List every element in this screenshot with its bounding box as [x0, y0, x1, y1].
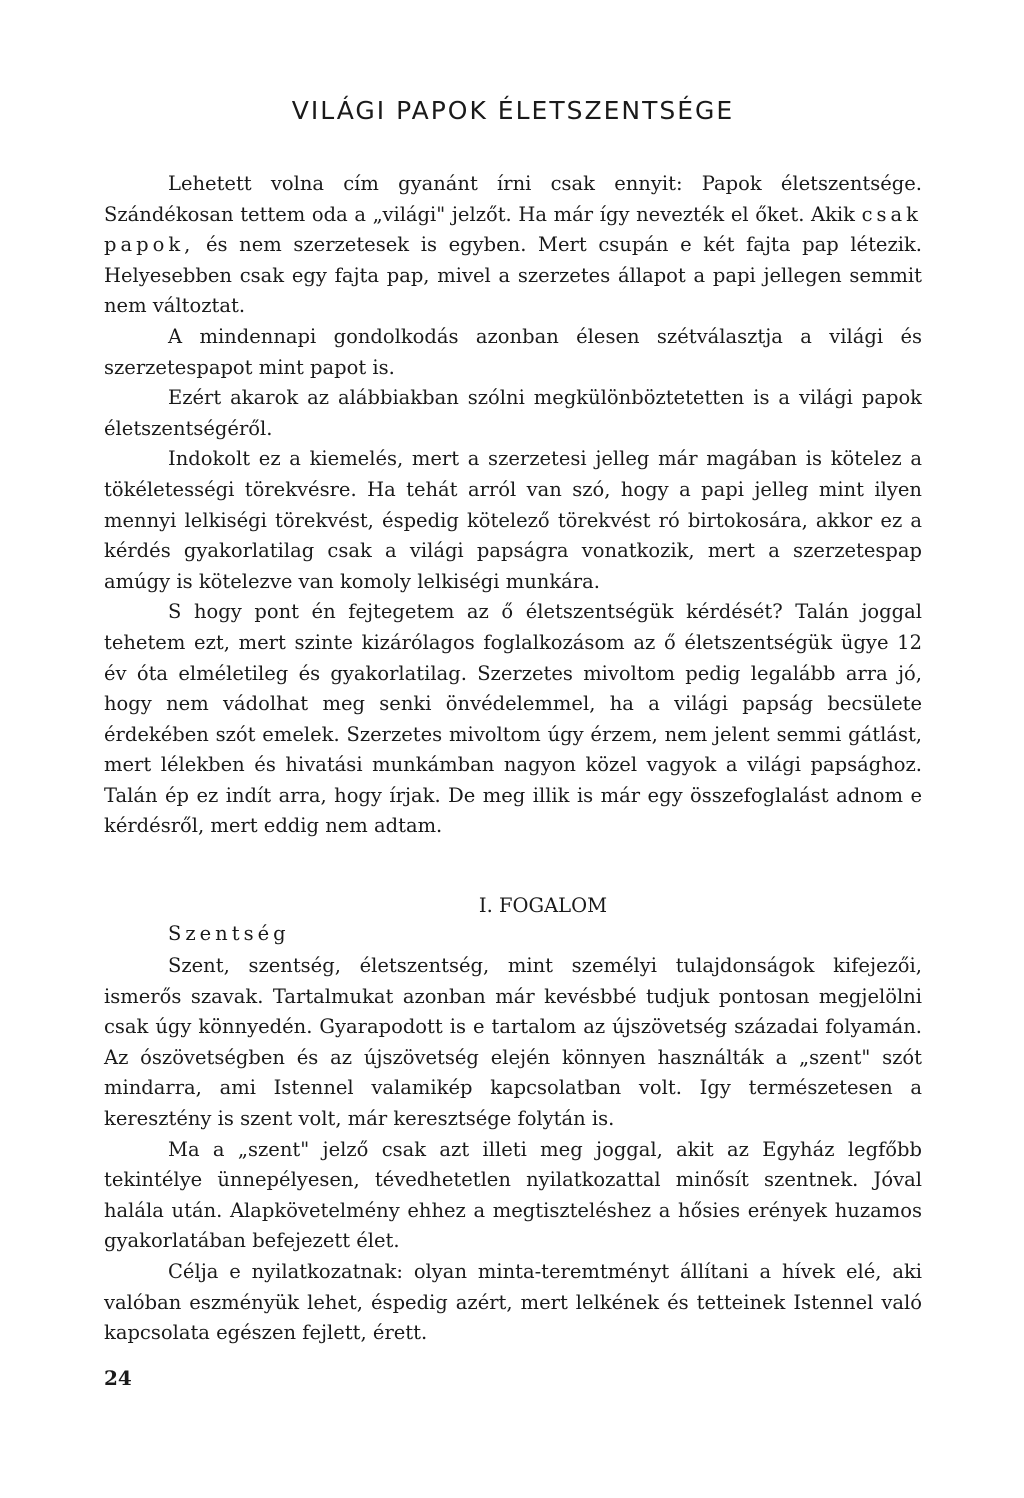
paragraph-intro-5: S hogy pont én fejtegetem az ő életszentségük kérdését? Talán joggal tehetem ezt, mert szinte kizárólagos foglalkozásom az ő életszentségük ügye 12 év óta elméletileg és gyakorlatilag. Szerzetes mivoltom pedig legalább arra jó, hogy nem vádolhat meg senki önvédelemmel, ha a világi papság becsülete érdekében szót emelek. Szerzetes mivoltom úgy érzem, nem jelent semmi gátlást, mert lélekben és hivatási munkámban nagyon közel vagyok a világi papsághoz. Talán ép ez indít arra, hogy írjak. De meg illik is már egy összefoglalást adnom e kérdésről, mert eddig nem adtam.	[104, 600, 922, 838]
paragraph-intro-1	[104, 169, 922, 322]
paragraph-text: és nem szerzetesek is egyben. Mert csupán e két fajta pap létezik. Helyesebben csak egy fajta pap, mivel a szerzetes állapot a papi jellegen semmit nem változtat.	[104, 233, 922, 318]
spaced-emphasis: csak papok,	[104, 202, 922, 257]
page-number: 24	[104, 1366, 132, 1390]
section-title: I. FOGALOM	[478, 894, 608, 918]
page-title: VILÁGI PAPOK ÉLETSZENTSÉGE	[291, 96, 735, 125]
paragraph-section-3: Célja e nyilatkozatnak: olyan minta-teremtményt állítani a hívek elé, aki valóban eszményük lehet, éspedig azért, mert lelkének és tetteinek Istennel való kapcsolata egészen fejlett, érett.	[104, 1260, 922, 1345]
paragraph-intro-4: Indokolt ez a kiemelés, mert a szerzetesi jelleg már magában is kötelez a tökéletességi törekvésre. Ha tehát arról van szó, hogy a papi jelleg mint ilyen mennyi lelkiségi törekvést, éspedig kötelező törekvést ró birtokosára, akkor ez a kérdés gyakorlatilag csak a világi papságra vonatkozik, mert a szerzetespap amúgy is kötelezve van komoly lelkiségi munkára.	[104, 447, 922, 593]
paragraph-intro-2: A mindennapi gondolkodás azonban élesen szétválasztja a világi és szerzetespapot mint papot is.	[104, 324, 922, 379]
paragraph-intro-3: Ezért akarok az alábbiakban szólni megkülönböztetetten is a világi papok életszentségéről.	[104, 386, 922, 440]
paragraph-text: Lehetett volna cím gyanánt írni csak ennyit: Papok életszentsége. Szándékosan tettem oda a „világi" jelzőt. Ha már így nevezték el őket. Akik	[104, 172, 922, 226]
section-subheading: Szentség	[168, 922, 290, 946]
paragraph-section-1: Szent, szentség, életszentség, mint személyi tulajdonságok kifejezői, ismerős szavak. Tartalmukat azonban már kevésbbé tudjuk pontosan megjelölni csak úgy könnyedén. Gyarapodott is e tartalom az újszövetség századai folyamán. Az ószövetségben és az újszövetség elején könnyen használták a „szent" szót mindarra, ami Istennel valamikép kapcsolatban volt. Igy természetesen a keresztény is szent volt, már keresztsége folytán is.	[104, 954, 922, 1131]
document-page	[104, 96, 922, 1349]
paragraph-section-2: Ma a „szent" jelző csak azt illeti meg joggal, akit az Egyház legfőbb tekintélye ünnepélyesen, tévedhetetlen nyilatkozattal minősít szentnek. Jóval halála után. Alapkövetelmény ehhez a megtiszteléshez a hősies erények huzamos gyakorlatában befejezett élet.	[104, 1137, 922, 1253]
